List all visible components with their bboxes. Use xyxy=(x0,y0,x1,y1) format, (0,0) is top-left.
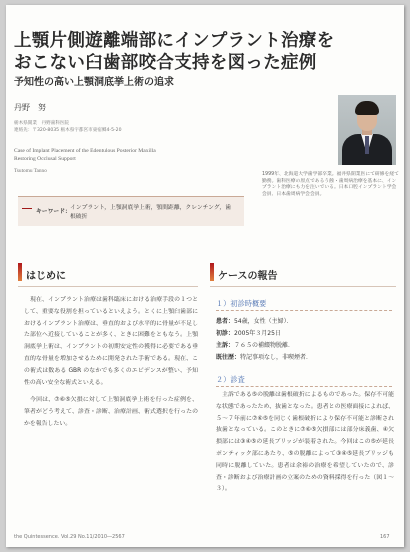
article-subtitle: 予知性の高い上顎洞底挙上術の追求 xyxy=(14,77,174,88)
subsection-divider xyxy=(216,386,392,387)
subsection-heading-overview: １）初診時概要 xyxy=(216,299,267,308)
photo-tie xyxy=(365,136,369,154)
keyword-text: インプラント，上顎洞底挙上術，顎間距離，クレンチング，歯根破折 xyxy=(70,205,232,220)
journal-footer: the Quintessence. Vol.29 No.11/2010―2567 xyxy=(14,534,125,540)
case-first-visit-value: 2005年３月25日 xyxy=(234,330,281,337)
case-patient-label: 患者： xyxy=(216,318,235,325)
subsection-heading-exam: ２）診査 xyxy=(216,375,245,384)
case-complaint xyxy=(216,340,294,349)
subsection-divider xyxy=(216,310,392,311)
section-heading-case: ケースの報告 xyxy=(218,271,278,282)
section-divider xyxy=(18,286,198,287)
case-complaint-value: ７６５の補綴物脱離． xyxy=(234,342,295,349)
keyword-dash-icon xyxy=(22,208,32,209)
article-title-line1: 上顎片側遊離端部にインプラント治療を xyxy=(14,31,335,51)
case-first-visit-label: 初診： xyxy=(216,330,235,337)
section-marker-icon xyxy=(210,263,214,281)
affiliation-line: 連絡先：〒320-8035 栃木県宇都宮市東宿郷4-5-20 xyxy=(14,128,122,133)
page-number: 167 xyxy=(380,534,390,540)
section-heading-intro: はじめに xyxy=(26,271,66,282)
affiliation-line: 栃木県開業 丹野歯科医院 xyxy=(14,121,70,126)
author-photo xyxy=(338,95,396,165)
case-history-label: 既往歴： xyxy=(216,354,241,361)
author-affiliation xyxy=(14,120,122,134)
article-title-line2: おこない臼歯部咬合支持を図った症例 xyxy=(14,53,317,73)
english-title-line: Restoring Occlusal Support xyxy=(14,156,76,162)
case-history xyxy=(216,352,312,361)
english-title-line: Case of Implant Placement of the Edentulous Posterior Maxilla xyxy=(14,148,156,154)
case-first-visit xyxy=(216,328,281,337)
author-name: 丹野 努 xyxy=(14,103,46,112)
keyword-label: キーワード： xyxy=(36,209,71,215)
english-title xyxy=(14,147,156,163)
case-complaint-label: 主訴： xyxy=(216,342,235,349)
section-divider xyxy=(210,286,396,287)
intro-paragraph: 今回は、⑦⑥⑤欠損に対して上顎洞底挙上術を行った症例を、筆者がどう考えて、診査・診断、治療計画、術式選択を行ったのかを報告したい。 xyxy=(24,397,198,427)
case-exam-body xyxy=(216,390,394,496)
case-patient-value: 54歳，女性（主婦）． xyxy=(234,318,293,325)
photo-hair xyxy=(355,101,379,115)
case-exam-paragraph: 主訴である⑤の脱離は歯根破折によるものであった。保存不可能な状態であったため、抜歯となった。患者との医療面接によれば、５〜７年前に⑦⑥⑤を同じく歯根破折により保存不可能と診断され抜歯となっている。このときに⑦⑥⑤欠損部には部分床義歯、④欠損部には③④⑤の延長ブリッジが装着された。今回はこの⑤が延長ポンティック部にあたり、⑤の脱離によって③④⑤延長ブリッジも同時に脱離していた。患者は余裕の治療を希望していたので、診査・診断および治療計画の立案のための資料採得を行った（図１〜３）。 xyxy=(216,392,394,493)
case-history-value: 特記事項なし，非喫煙者． xyxy=(240,354,313,361)
english-author-name: Tsutomu Tanno xyxy=(14,168,47,174)
author-bio: 1999年、北海道大学歯学部卒業。福井県開業医にて研修を経て勤務。歯科医療の原点であるう蝕・歯周病治療を基本に、インプラント治療にも力を注いでいる。日本口腔インプラント学会会員、日本歯周病学会会員。 xyxy=(262,172,399,197)
article-page xyxy=(6,5,404,547)
intro-paragraph: 現在、インプラント治療は歯科臨床における治療手段の１つとして、重要な役割を担っているといえよう。とくに上顎臼歯部におけるインプラント治療は、垂直的および水平的に骨量が不足した部位へ近接していることが多く、ときに困難をともなう。上顎洞底挙上術は、インプラントの初期安定性の獲得に必要である垂直的な骨量を増加させるために開発された手術である。現在、この術式は数ある GBR のなかでも多くのエビデンスが整い、予知性の高い安全な術式といえる。 xyxy=(24,297,198,386)
section-marker-icon xyxy=(18,263,22,281)
case-patient xyxy=(216,316,293,325)
keyword-box-border xyxy=(18,196,244,197)
intro-body xyxy=(24,295,198,431)
